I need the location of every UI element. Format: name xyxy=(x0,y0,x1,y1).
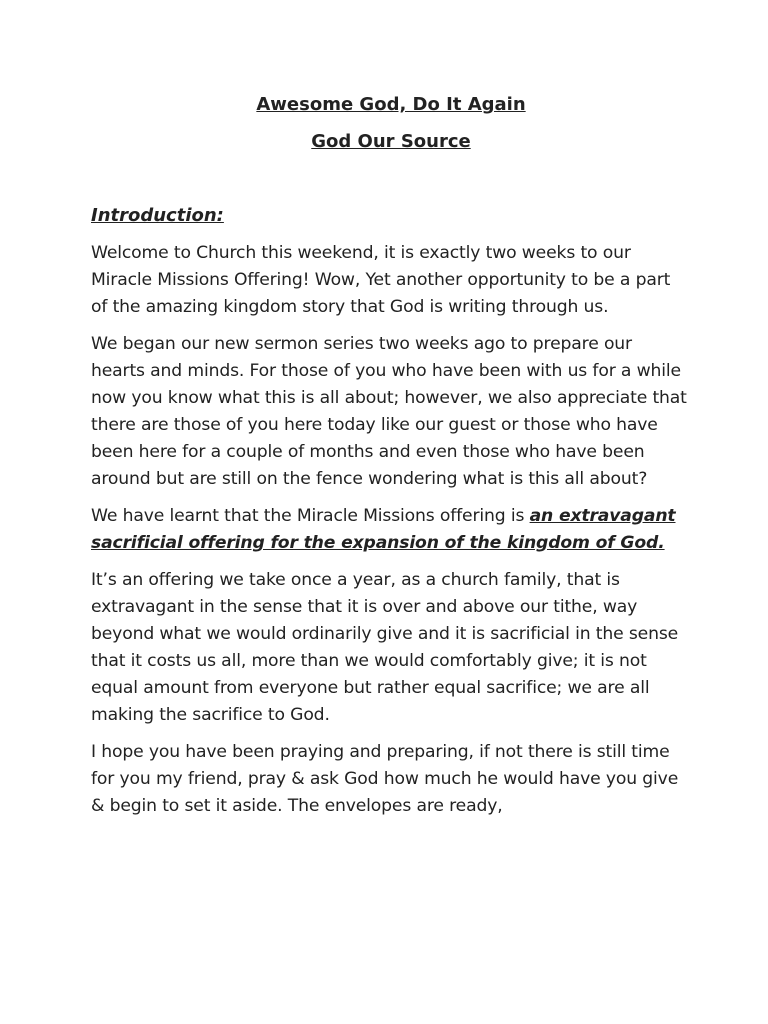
document-page xyxy=(91,93,691,820)
document-subtitle: God Our Source xyxy=(311,131,471,152)
document-title: Awesome God, Do It Again xyxy=(256,94,526,115)
offering-definition-lead: We have learnt that the Miracle Missions offering is xyxy=(91,506,530,526)
paragraph-sermon-series: We began our new sermon series two weeks ago to prepare our hearts and minds. For those of you who have been with us for a while now you know what this is all about; however, we also appreciate that there are those of you here today like our guest or those who have been here for a couple of months and even those who have been around but are still on the fence wondering what is this all about? xyxy=(91,334,687,489)
offering-definition-emphasis: an extravagant sacrificial offering for the expansion of the kingdom of God. xyxy=(91,506,676,553)
paragraph-welcome: Welcome to Church this weekend, it is exactly two weeks to our Miracle Missions Offering! Wow, Yet another opportunity to be a part of the amazing kingdom story that God is writing through us. xyxy=(91,243,671,317)
paragraph-praying-preparing: I hope you have been praying and preparing, if not there is still time for you my friend, pray & ask God how much he would have you give & begin to set it aside. The envelopes are ready, xyxy=(91,742,679,816)
introduction-heading: Introduction: xyxy=(91,205,224,226)
paragraph-offering-explanation: It’s an offering we take once a year, as a church family, that is extravagant in the sense that it is over and above our tithe, way beyond what we would ordinarily give and it is sacrificial in the sense that it costs us all, more than we would comfortably give; it is not equal amount from everyone but rather equal sacrifice; we are all making the sacrifice to God. xyxy=(91,570,679,725)
paragraph-offering-definition xyxy=(91,503,691,557)
